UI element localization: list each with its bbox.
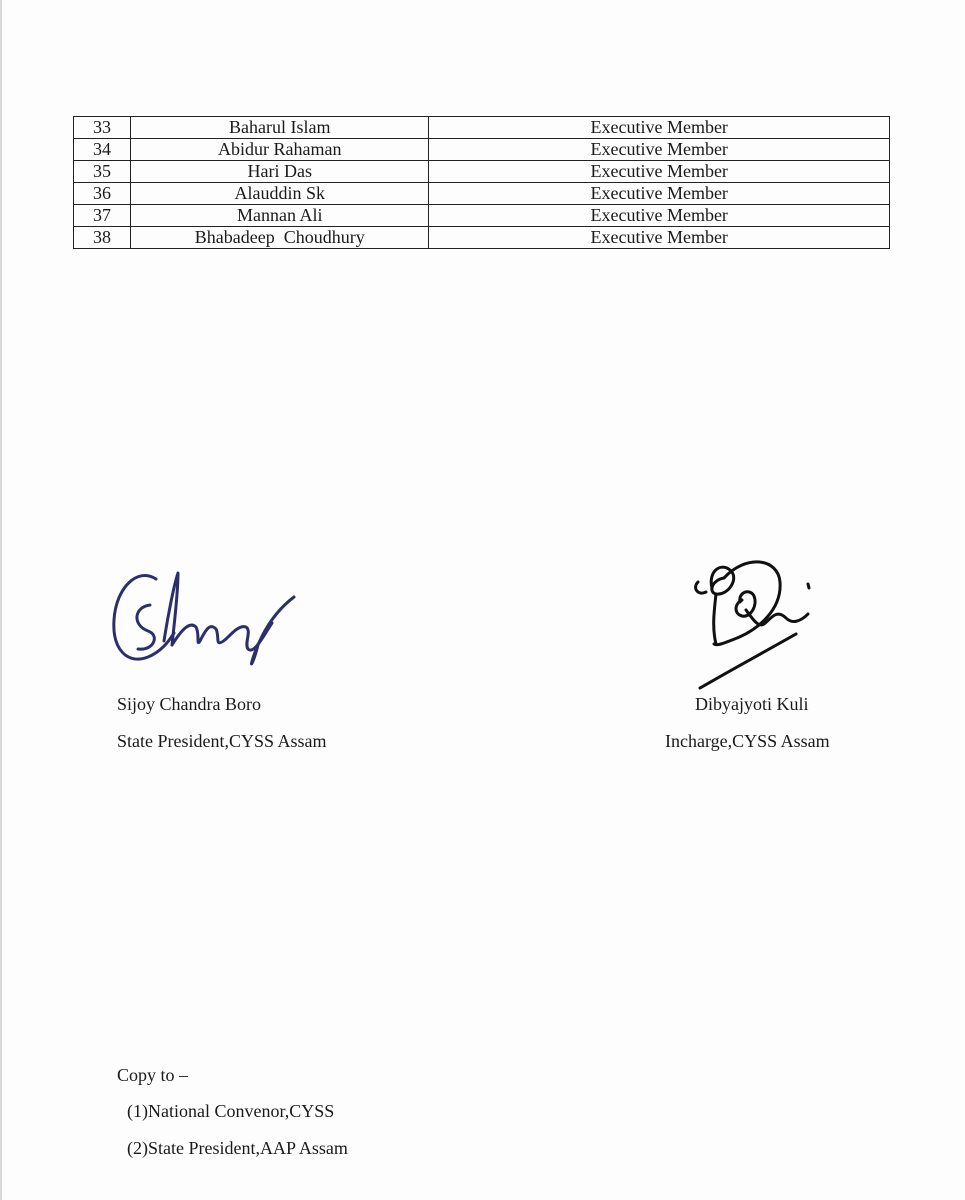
serial-number-cell: 38 — [74, 227, 131, 249]
serial-number-cell: 36 — [74, 183, 131, 205]
member-name-cell: Mannan Ali — [131, 205, 429, 227]
left-signatory-name: Sijoy Chandra Boro — [117, 694, 261, 714]
member-post-cell: Executive Member — [429, 139, 890, 161]
table-row — [74, 139, 890, 161]
member-name-cell: Bhabadeep Choudhury — [131, 227, 429, 249]
serial-number-cell: 35 — [74, 161, 131, 183]
member-name-cell: Alauddin Sk — [131, 183, 429, 205]
serial-number-cell: 37 — [74, 205, 131, 227]
member-post-cell: Executive Member — [429, 117, 890, 139]
right-signature-image — [668, 548, 818, 693]
member-post-cell: Executive Member — [429, 161, 890, 183]
copy-to-heading: Copy to – — [117, 1065, 189, 1085]
copy-to-item: (1)National Convenor,CYSS — [127, 1101, 335, 1121]
serial-number-cell: 33 — [74, 117, 131, 139]
table-row — [74, 161, 890, 183]
member-post-cell: Executive Member — [429, 227, 890, 249]
member-name-cell: Baharul Islam — [131, 117, 429, 139]
table-row — [74, 117, 890, 139]
left-signature-strokes — [114, 573, 294, 664]
table-row — [74, 183, 890, 205]
member-name-cell: Hari Das — [131, 161, 429, 183]
table-row — [74, 205, 890, 227]
member-post-cell: Executive Member — [429, 183, 890, 205]
left-signature-image — [108, 565, 303, 675]
right-signature-strokes — [696, 562, 809, 688]
serial-number-cell: 34 — [74, 139, 131, 161]
left-signatory-title: State President,CYSS Assam — [117, 731, 327, 751]
member-post-cell: Executive Member — [429, 205, 890, 227]
right-signatory-name: Dibyajyoti Kuli — [695, 694, 809, 714]
page-edge — [0, 0, 2, 1200]
table-row — [74, 227, 890, 249]
copy-to-item: (2)State President,AAP Assam — [127, 1138, 348, 1158]
member-name-cell: Abidur Rahaman — [131, 139, 429, 161]
members-table — [73, 116, 890, 249]
right-signatory-title: Incharge,CYSS Assam — [665, 731, 830, 751]
